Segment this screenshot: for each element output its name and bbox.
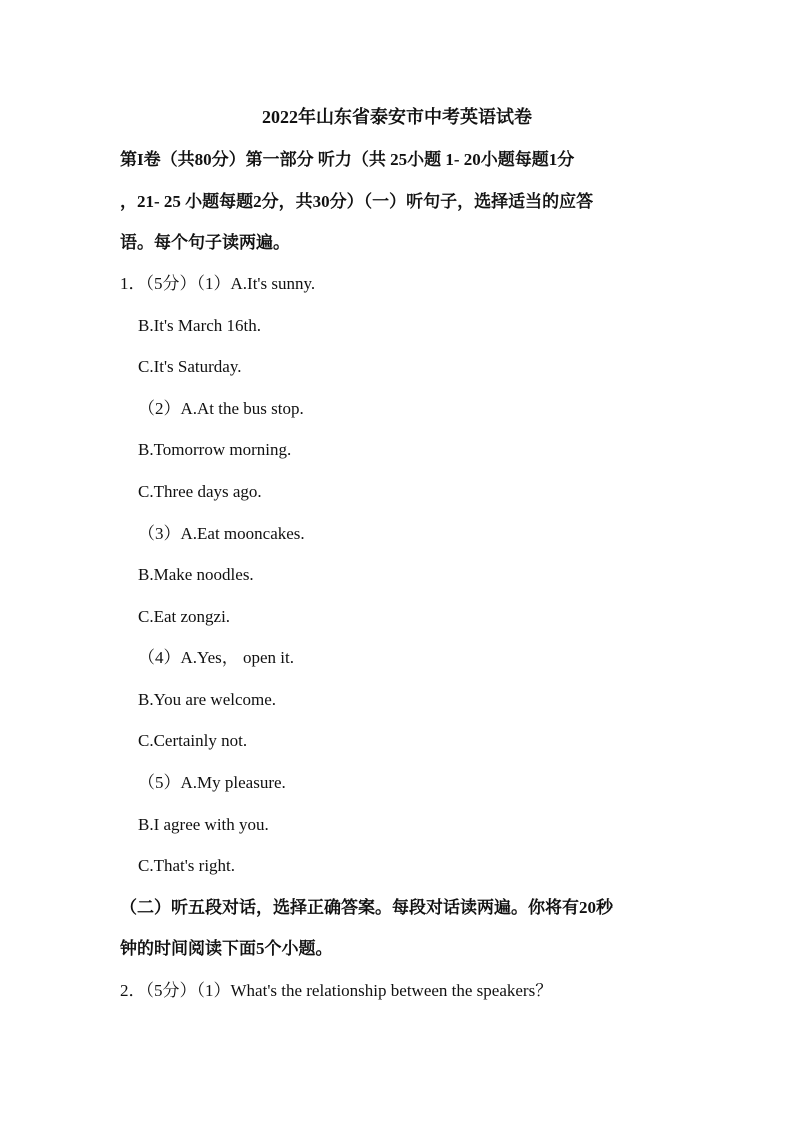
- q1-option-line: C.Three days ago.: [138, 482, 262, 501]
- q1-option-line: B.Make noodles.: [138, 565, 254, 584]
- section-2-intro-line-1: （二）听五段对话，选择正确答案。每段对话读两遍。你将有20秒: [120, 898, 613, 917]
- q1-option-line: B.You are welcome.: [138, 690, 277, 709]
- q1-option-line: （5）A.My pleasure.: [138, 773, 286, 792]
- section-intro-line-3: 语。每个句子读两遍。: [120, 233, 290, 252]
- q1-option-line: B.Tomorrow morning.: [138, 440, 292, 459]
- q1-option-line: C.It's Saturday.: [138, 357, 242, 376]
- q1-option-line: B.I agree with you.: [138, 815, 269, 834]
- page-title: 2022年山东省泰安市中考英语试卷: [262, 107, 532, 127]
- q1-option-line: （2）A.At the bus stop.: [138, 399, 304, 418]
- question-1-header: 1．（5分）（1）A.It's sunny.: [120, 274, 316, 293]
- q1-option-line: （3）A.Eat mooncakes.: [138, 524, 305, 543]
- question-2-header: 2．（5分）（1）What's the relationship between the speakers？: [120, 981, 553, 1000]
- q1-option-line: C.That's right.: [138, 856, 236, 875]
- q1-option-line: C.Certainly not.: [138, 731, 248, 750]
- section-2-intro-line-2: 钟的时间阅读下面5个小题。: [120, 939, 333, 958]
- q1-option-line: （4）A.Yes， open it.: [138, 648, 295, 667]
- section-intro-line-2: ，21- 25 小题每题2分，共30分）（一）听句子，选择适当的应答: [120, 192, 594, 211]
- section-intro-line-1: 第I卷（共80分）第一部分 听力（共 25小题 1- 20小题每题1分: [120, 150, 575, 169]
- q1-option-line: B.It's March 16th.: [138, 316, 261, 335]
- q1-option-line: C.Eat zongzi.: [138, 607, 231, 626]
